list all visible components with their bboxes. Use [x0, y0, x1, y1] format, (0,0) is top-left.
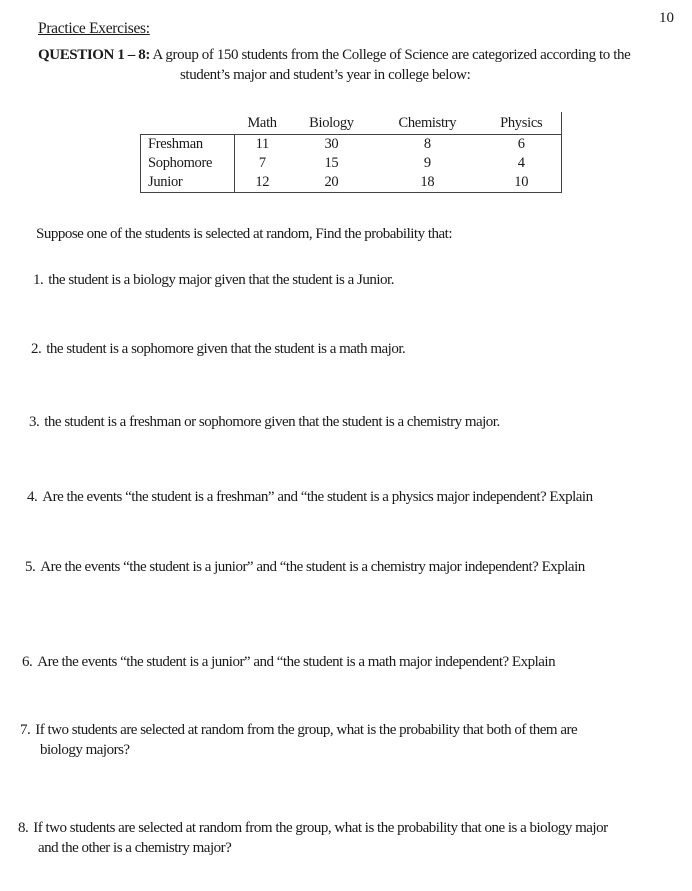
exercise-2	[31, 339, 405, 359]
exercise-text: If two students are selected at random from the group, what is the probability that one is a biology major	[33, 820, 608, 836]
exercise-text-continued: and the other is a chemistry major?	[38, 840, 232, 856]
table-cell: 20	[290, 173, 374, 193]
table-header-row	[141, 112, 562, 135]
exercise-number: 8.	[18, 820, 29, 836]
table-cell: 30	[324, 136, 339, 152]
row-header-junior: Junior	[141, 173, 235, 193]
exercise-text: the student is a sophomore given that the student is a math major.	[46, 341, 406, 357]
exercise-8	[18, 818, 648, 858]
row-header-sophomore: Sophomore	[141, 154, 235, 173]
exercise-6	[22, 652, 555, 672]
table-row-junior	[141, 173, 562, 193]
question-text-line2: student’s major and student’s year in college below:	[180, 67, 471, 83]
exercise-text: Are the events “the student is a freshman” and “the student is a physics major independent? Explain	[42, 489, 593, 505]
table-row-freshman	[141, 135, 562, 155]
table-row-sophomore	[141, 154, 562, 173]
exercise-1	[33, 270, 394, 290]
exercise-text: the student is a freshman or sophomore given that the student is a chemistry major.	[44, 414, 500, 430]
page-number: 10	[659, 10, 674, 26]
table-cell: 7	[258, 155, 266, 171]
column-header-chemistry: Chemistry	[373, 112, 481, 135]
question-header	[38, 45, 668, 85]
table-cell: 6	[481, 135, 561, 155]
exercise-3	[29, 412, 500, 432]
table-cell: 4	[481, 154, 561, 173]
exercise-text: Are the events “the student is a junior” and “the student is a math major independent? Explain	[37, 654, 556, 670]
table-cell: 10	[481, 173, 561, 193]
exercise-number: 4.	[27, 489, 38, 505]
exercise-4	[27, 487, 593, 507]
table-cell: 11	[255, 136, 269, 152]
column-header-math: Math	[235, 112, 290, 135]
exercise-number: 7.	[20, 722, 31, 738]
students-table	[140, 112, 562, 193]
row-header-freshman: Freshman	[141, 135, 235, 155]
exercise-number: 6.	[22, 654, 33, 670]
table-cell: 12	[235, 173, 290, 193]
instruction-prompt: Suppose one of the students is selected at random, Find the probability that:	[36, 226, 453, 242]
exercise-5	[25, 557, 585, 577]
exercise-text-continued: biology majors?	[40, 742, 130, 758]
table-cell: 18	[373, 173, 481, 193]
exercise-7	[20, 720, 640, 760]
exercise-text: If two students are selected at random from the group, what is the probability that both of them are	[35, 722, 578, 738]
table-cell: 15	[324, 155, 339, 171]
exercise-number: 1.	[33, 272, 44, 288]
column-header-physics: Physics	[481, 112, 561, 135]
exercise-text: the student is a biology major given that the student is a Junior.	[48, 272, 394, 288]
column-header-biology: Biology	[290, 112, 374, 135]
question-label: QUESTION 1 – 8:	[38, 47, 150, 63]
exercise-number: 2.	[31, 341, 42, 357]
exercise-text: Are the events “the student is a junior” and “the student is a chemistry major independent? Explain	[40, 559, 585, 575]
table-corner-cell	[141, 112, 235, 135]
question-text-line1: A group of 150 students from the College of Science are categorized according to the	[152, 47, 631, 63]
exercise-number: 5.	[25, 559, 36, 575]
section-title: Practice Exercises:	[38, 20, 150, 37]
table-cell: 9	[423, 155, 431, 171]
exercise-number: 3.	[29, 414, 40, 430]
table-cell: 8	[423, 136, 431, 152]
